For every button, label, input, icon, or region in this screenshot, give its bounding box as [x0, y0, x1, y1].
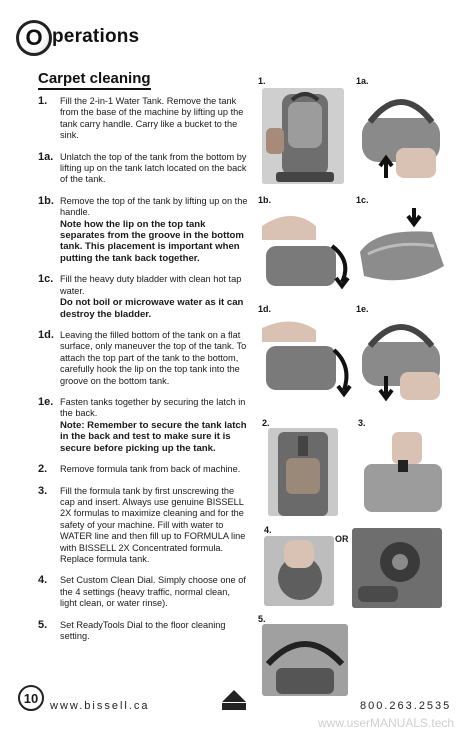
step-text: Set ReadyTools Dial to the floor cleaning setting.: [60, 619, 226, 642]
step-number: 3.: [38, 484, 48, 497]
photo-formula-tank-back: [268, 428, 338, 516]
photo-fill-formula: [358, 428, 444, 516]
step-number: 1e.: [38, 395, 54, 408]
attach-top-illustration: [262, 316, 354, 402]
step-number: 1a.: [38, 150, 54, 163]
step-3: [38, 486, 248, 566]
secure-latch-illustration: [356, 316, 448, 402]
dial-closeup-illustration: [352, 528, 442, 608]
step-1e: [38, 397, 248, 454]
logo-letter: O: [25, 25, 43, 50]
photo-custom-clean-dial: [264, 536, 334, 606]
step-note: Note how the lip on the top tank separates from the groove in the bottom tank. This placement is important when putting the tank back together.: [60, 218, 244, 264]
figure-label-2: 2.: [262, 418, 270, 428]
photo-lift-top: [262, 206, 354, 292]
step-number: 5.: [38, 618, 48, 631]
step-number: 1c.: [38, 273, 54, 286]
step-text: Unlatch the top of the tank from the bottom by lifting up on the tank latch located on the back of the tank.: [60, 151, 247, 185]
step-note: Note: Remember to secure the tank latch in the back and test to make sure it is secure before picking up the tank.: [60, 419, 247, 454]
step-1: [38, 96, 248, 142]
step-1b: [38, 196, 248, 264]
tank-bottom-illustration: [356, 206, 448, 292]
step-text: Fill the heavy duty bladder with clean hot tap water.: [60, 274, 242, 296]
step-number: 2.: [38, 462, 48, 475]
clean-dial-illustration: [264, 536, 334, 606]
step-5: [38, 620, 248, 643]
photo-dial-closeup: [352, 528, 442, 608]
watermark: www.userMANUALS.tech: [318, 716, 455, 730]
figure-label-4: 4.: [264, 525, 272, 535]
photo-secure-latch: [356, 316, 448, 402]
step-text: Fasten tanks together by securing the latch in the back.: [60, 396, 246, 419]
fill-formula-illustration: [358, 428, 444, 516]
bissell-logo-icon: [220, 688, 248, 712]
instruction-steps: [38, 96, 248, 652]
step-number: 1.: [38, 95, 48, 107]
figure-label-1b: 1b.: [258, 195, 272, 205]
lift-top-illustration: [262, 206, 354, 292]
tank-latch-illustration: [356, 88, 446, 184]
machine-illustration: [262, 88, 344, 184]
photo-tank-bottom: [356, 206, 448, 292]
section-heading: Carpet cleaning: [38, 70, 151, 90]
figure-label-1: 1.: [258, 76, 266, 86]
photo-readytools-dial: [262, 624, 348, 696]
page-title: perations: [52, 26, 140, 47]
step-1a: [38, 152, 248, 186]
footer-phone: 800.263.2535: [360, 700, 452, 712]
step-1d: [38, 330, 248, 387]
or-label: OR: [335, 534, 349, 544]
step-text: Leaving the filled bottom of the tank on a flat surface, only maneuver the top of the tank. To attach the top part of the tank to the bottom, carefully hook the lip on the top tank into the groove on the bottom tank.: [60, 329, 247, 386]
photo-machine-tank: [262, 88, 344, 184]
figure-label-3: 3.: [358, 418, 366, 428]
section-logo-icon: [16, 20, 52, 56]
page-number: 10: [23, 690, 39, 706]
page-number-badge: [18, 685, 44, 711]
step-text: Remove the top of the tank by lifting up on the handle.: [60, 195, 248, 218]
figure-label-1a: 1a.: [356, 76, 369, 86]
figure-label-5: 5.: [258, 614, 266, 624]
step-text: Set Custom Clean Dial. Simply choose one of the 4 settings (heavy traffic, normal clean, light clean, or water rinse).: [60, 575, 246, 609]
step-4: [38, 575, 248, 609]
step-number: 1b.: [38, 194, 54, 207]
formula-tank-illustration: [268, 428, 338, 516]
photo-tank-latch: [356, 88, 446, 184]
photo-attach-top: [262, 316, 354, 402]
step-number: 1d.: [38, 328, 54, 341]
step-text: Fill the formula tank by first unscrewing the cap and insert. Always use genuine BISSELL 2X formulas to maximize cleaning and for the safety of your machine. Fill with water to WATER line and then fill up to FORMULA line with BISSELL 2X Concentrated formula. Replace formula tank.: [60, 485, 246, 564]
step-note: Do not boil or microwave water as it can destroy the bladder.: [60, 297, 244, 320]
step-2: [38, 464, 248, 476]
footer-url: www.bissell.ca: [50, 700, 150, 712]
step-number: 4.: [38, 574, 48, 587]
figure-label-1c: 1c.: [356, 195, 369, 205]
figure-label-1e: 1e.: [356, 304, 369, 314]
step-1c: [38, 274, 248, 320]
figure-label-1d: 1d.: [258, 304, 272, 314]
step-text: Fill the 2-in-1 Water Tank. Remove the tank from the base of the machine by lifting up the tank carry handle. Carry like a bucket to the sink.: [60, 96, 244, 141]
readytools-illustration: [262, 624, 348, 696]
step-text: Remove formula tank from back of machine.: [60, 463, 241, 474]
